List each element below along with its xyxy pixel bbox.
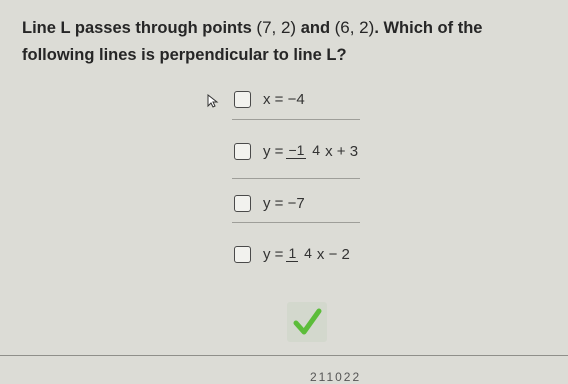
option-4-equation [263, 246, 350, 263]
option-2-numerator: −1 [288, 142, 305, 158]
option-divider [232, 119, 360, 120]
option-2-suffix: x + 3 [325, 142, 359, 160]
bottom-divider [0, 355, 568, 356]
green-checkmark-icon[interactable] [287, 302, 327, 342]
option-divider [232, 178, 360, 179]
option-4[interactable] [234, 237, 350, 271]
mouse-pointer-icon [207, 94, 219, 108]
question-text [22, 14, 558, 69]
option-1-equation [263, 91, 305, 108]
option-4-checkbox[interactable] [234, 246, 251, 263]
option-divider [232, 222, 360, 223]
question-text-c: . Which of the following lines is perpendicular to line L? [22, 19, 483, 64]
option-3-equation [263, 195, 305, 212]
option-2-prefix: y = [263, 142, 284, 160]
option-3[interactable] [234, 186, 305, 220]
point-1: (7, 2) [256, 18, 297, 37]
option-4-numerator: 1 [288, 245, 297, 261]
option-3-checkbox[interactable] [234, 195, 251, 212]
option-4-prefix: y = [263, 245, 284, 263]
option-2-equation [263, 143, 358, 160]
option-2-checkbox[interactable] [234, 143, 251, 160]
option-4-fraction [286, 246, 313, 262]
option-3-text: y = −7 [263, 194, 305, 212]
option-4-denominator: 4 [304, 245, 312, 261]
option-2[interactable] [234, 134, 358, 168]
option-2-denominator: 4 [312, 142, 321, 158]
question-text-a: Line L passes through points [22, 19, 252, 37]
option-1[interactable] [234, 82, 305, 116]
option-1-checkbox[interactable] [234, 91, 251, 108]
question-text-b: and [300, 19, 331, 37]
footer-code: 211022 [310, 370, 362, 384]
option-1-text: x = −4 [263, 90, 305, 108]
option-2-fraction [286, 143, 322, 159]
point-2: (6, 2) [334, 18, 375, 37]
option-4-suffix: x − 2 [316, 245, 350, 263]
